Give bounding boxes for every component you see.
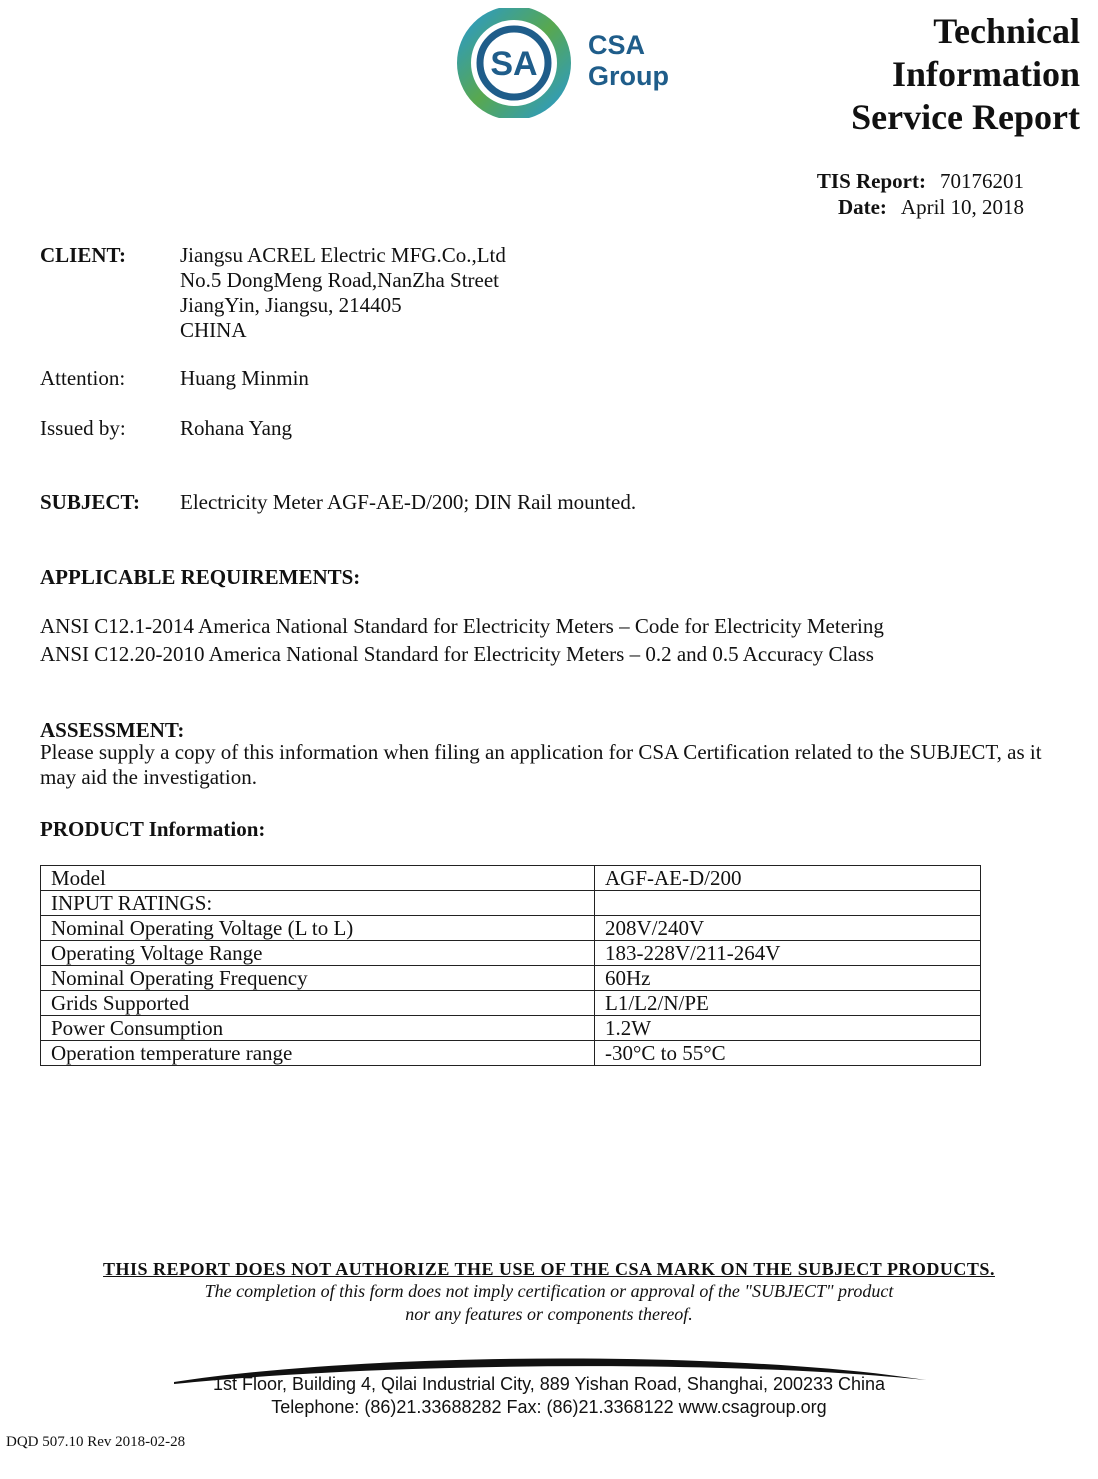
title-line: Technical	[933, 11, 1080, 51]
date-label: Date:	[837, 195, 887, 219]
subject-value: Electricity Meter AGF-AE-D/200; DIN Rail mounted.	[180, 490, 637, 514]
table-row	[41, 1041, 981, 1066]
table-cell-value: L1/L2/N/PE	[595, 991, 981, 1016]
title-line: Information	[892, 54, 1080, 94]
table-cell-label: Operating Voltage Range	[41, 941, 595, 966]
requirement-item: ANSI C12.1-2014 America National Standard for Electricity Meters – Code for Electricity Metering	[40, 614, 884, 638]
disclaimer-italic-line: The completion of this form does not imply certification or approval of the "SUBJECT" product	[204, 1281, 894, 1301]
table-cell-value: 1.2W	[595, 1016, 981, 1041]
table-cell-label: Grids Supported	[41, 991, 595, 1016]
issued-by-value: Rohana Yang	[180, 416, 293, 440]
logo-wordmark	[588, 30, 669, 92]
table-cell-value: 208V/240V	[595, 916, 981, 941]
form-number: DQD 507.10 Rev 2018-02-28	[6, 1434, 186, 1450]
product-table	[40, 865, 981, 1066]
tis-report-label: TIS Report:	[816, 169, 926, 193]
table-cell-value: 183-228V/211-264V	[595, 941, 981, 966]
client-line: Jiangsu ACREL Electric MFG.Co.,Ltd	[180, 243, 506, 267]
issued-by-label: Issued by:	[40, 416, 126, 440]
client-line: CHINA	[180, 318, 247, 342]
table-cell-label: Power Consumption	[41, 1016, 595, 1041]
attention-row	[40, 366, 309, 391]
table-cell-label: INPUT RATINGS:	[41, 891, 595, 916]
table-row	[41, 891, 981, 916]
report-title	[851, 10, 1080, 139]
table-cell-label: Operation temperature range	[41, 1041, 595, 1066]
client-line: JiangYin, Jiangsu, 214405	[180, 293, 402, 317]
table-row	[41, 1016, 981, 1041]
requirement-item: ANSI C12.20-2010 America National Standard for Electricity Meters – 0.2 and 0.5 Accuracy Class	[40, 642, 874, 666]
table-cell-value: -30°C to 55°C	[595, 1041, 981, 1066]
footer-contact	[0, 1373, 1098, 1419]
table-row	[41, 866, 981, 891]
subject-row	[40, 490, 636, 515]
disclaimer	[0, 1259, 1098, 1326]
table-row	[41, 991, 981, 1016]
footer-phone-fax-web: Telephone: (86)21.33688282 Fax: (86)21.3368122 www.csagroup.org	[271, 1397, 827, 1417]
subject-label: SUBJECT:	[40, 490, 140, 514]
assessment-text: Please supply a copy of this information when filing an application for CSA Certification related to the SUBJECT, as it may aid the investigation.	[40, 740, 1042, 789]
footer-address: 1st Floor, Building 4, Qilai Industrial City, 889 Yishan Road, Shanghai, 200233 China	[212, 1374, 886, 1394]
issued-by-row	[40, 416, 292, 441]
table-cell-label: Nominal Operating Frequency	[41, 966, 595, 991]
logo-brand-line2: Group	[588, 61, 669, 91]
attention-label: Attention:	[40, 366, 126, 390]
tis-report-value: 70176201	[940, 169, 1024, 193]
assessment-heading: ASSESSMENT:	[40, 718, 185, 742]
report-meta	[817, 168, 1024, 220]
disclaimer-italic-line: nor any features or components thereof.	[405, 1304, 693, 1324]
table-cell-value: AGF-AE-D/200	[595, 866, 981, 891]
client-line: No.5 DongMeng Road,NanZha Street	[180, 268, 500, 292]
requirements-heading: APPLICABLE REQUIREMENTS:	[40, 565, 361, 589]
attention-value: Huang Minmin	[180, 366, 309, 390]
logo-mark-text: SA	[490, 45, 538, 83]
date-row	[817, 194, 1024, 220]
product-heading: PRODUCT Information:	[40, 817, 266, 841]
client-address	[180, 243, 506, 343]
date-value: April 10, 2018	[900, 195, 1024, 219]
table-cell-value	[595, 891, 981, 916]
title-line: Service Report	[851, 97, 1080, 137]
table-cell-label: Nominal Operating Voltage (L to L)	[41, 916, 595, 941]
table-row	[41, 966, 981, 991]
client-label: CLIENT:	[40, 243, 126, 267]
client-block	[40, 243, 506, 343]
logo-brand-line1: CSA	[588, 30, 646, 60]
requirements-list	[40, 612, 1050, 668]
table-row	[41, 916, 981, 941]
table-cell-label: Model	[41, 866, 595, 891]
table-cell-value: 60Hz	[595, 966, 981, 991]
table-row	[41, 941, 981, 966]
disclaimer-bold: THIS REPORT DOES NOT AUTHORIZE THE USE OF THE CSA MARK ON THE SUBJECT PRODUCTS.	[103, 1259, 995, 1279]
tis-report-row	[817, 168, 1024, 194]
